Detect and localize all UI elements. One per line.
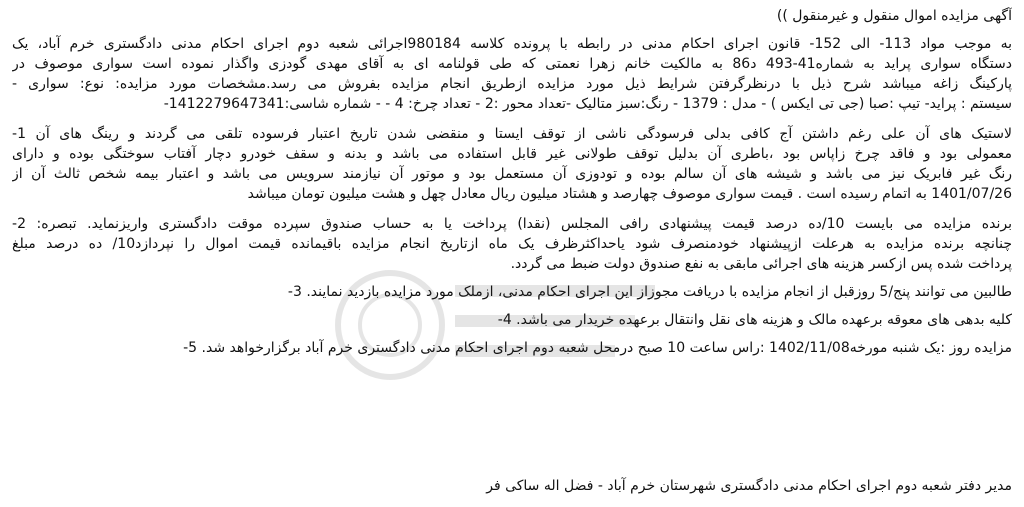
paragraph-line: به موجب مواد 113- الی 152- قانون اجرای احکام مدنی در رابطه با پرونده کلاسه 980184اجرائی شعبه دوم اجرای احکام مدنی دادگستری خرم آباد، یک	[12, 36, 1012, 52]
notice-body	[12, 34, 1012, 358]
signature-line: مدیر دفتر شعبه دوم اجرای احکام مدنی دادگستری شهرستان خرم آباد - فضل اله ساکی فر	[486, 478, 1012, 494]
paragraph-5	[12, 310, 1012, 330]
paragraph-line: سیستم : پراید- تیپ :صبا (جی تی ایکس ) - مدل : 1379 - رنگ:سبز متالیک -تعداد محور :2 - تعداد چرخ: 4 - - شماره شاسی:1412279647341-	[163, 96, 1012, 112]
paragraph-line: رنگ غیر فابریک نیز می باشد و شیشه های آن سالم بوده و تودوزی آن مستعمل بود و موتور آن نیازمند سرویس می باشد و اعتبار بیمه شخص ثالث آن از	[12, 166, 1012, 182]
paragraph-line: طالبین می توانند پنج/5 روزقبل از انجام مزایده با دریافت مجوزاز این اجرای احکام مدنی، ازملک مورد مزایده بازدید نمایند. 3-	[287, 284, 1012, 300]
paragraph-line: برنده مزایده می بایست 10/ده درصد قیمت پیشنهادی رافی المجلس (نقدا) پرداخت یا به حساب صندوق سپرده موقت دادگستری واریزنماید. تبصره: 2-	[12, 216, 1012, 232]
paragraph-line: چنانچه برنده مزایده به هرعلت ازپیشنهاد خودمنصرف شود یاحداکثرظرف یک ماه ازتاریخ انجام مزایده باقیمانده قیمت اموال را نپردازد10/ ده درصد مبلغ	[12, 236, 1012, 252]
paragraph-2	[12, 124, 1012, 204]
paragraph-line: مزایده روز :یک شنبه مورخه1402/11/08 :راس ساعت 10 صبح درمحل شعبه دوم اجرای احکام مدنی دادگستری خرم آباد برگزارخواهد شد. 5-	[183, 340, 1012, 356]
paragraph-1	[12, 34, 1012, 114]
paragraph-line: کلیه بدهی های معوقه برعهده مالک و هزینه های نقل وانتقال برعهده خریدار می باشد. 4-	[497, 312, 1012, 328]
notice-title: آگهی مزایده اموال منقول و غیرمنقول ))	[776, 8, 1012, 24]
paragraph-line: پارکینگ زاغه میباشد شرح ذیل با درنظرگرفتن شرایط ذیل مورد مزایده ازطریق انجام مزایده بفروش می رسد.مشخصات مورد مزایده: نوع: سواری -	[12, 76, 1012, 92]
paragraph-line: پرداخت شده پس ازکسر هزینه های اجرائی مابقی به نفع صندوق دولت ضبط می گردد.	[510, 256, 1012, 272]
paragraph-line: لاستیک های آن علی رغم داشتن آج کافی بدلی فرسودگی ناشی از توقف ایستا و منقضی شدن تاریخ اعتبار فرسوده تلقی می گردند و رینگ های آن 1-	[12, 126, 1012, 142]
paragraph-3	[12, 214, 1012, 274]
paragraph-line: 1401/07/26 به اتمام رسیده است . قیمت سواری موصوف چهارصد و هشتاد میلیون ریال معادل چهل و هشت میلیون تومان میباشد	[247, 186, 1012, 202]
paragraph-6	[12, 338, 1012, 358]
paragraph-line: دستگاه سواری پراید به شماره41-493 د86 به مالکیت خانم زهرا نعمتی که طی قولنامه ای به آقای مهدی گودزی واگذار نموده است سواری موصوف در	[12, 56, 1012, 72]
paragraph-4	[12, 282, 1012, 302]
paragraph-line: معمولی بود و فاقد چرخ زاپاس بود ،باطری آن بدلیل توقف طولانی غیر قابل استفاده می باشد و بدنه و سقف خودرو دچار آفتاب سوختگی بوده و دارای	[12, 146, 1012, 162]
